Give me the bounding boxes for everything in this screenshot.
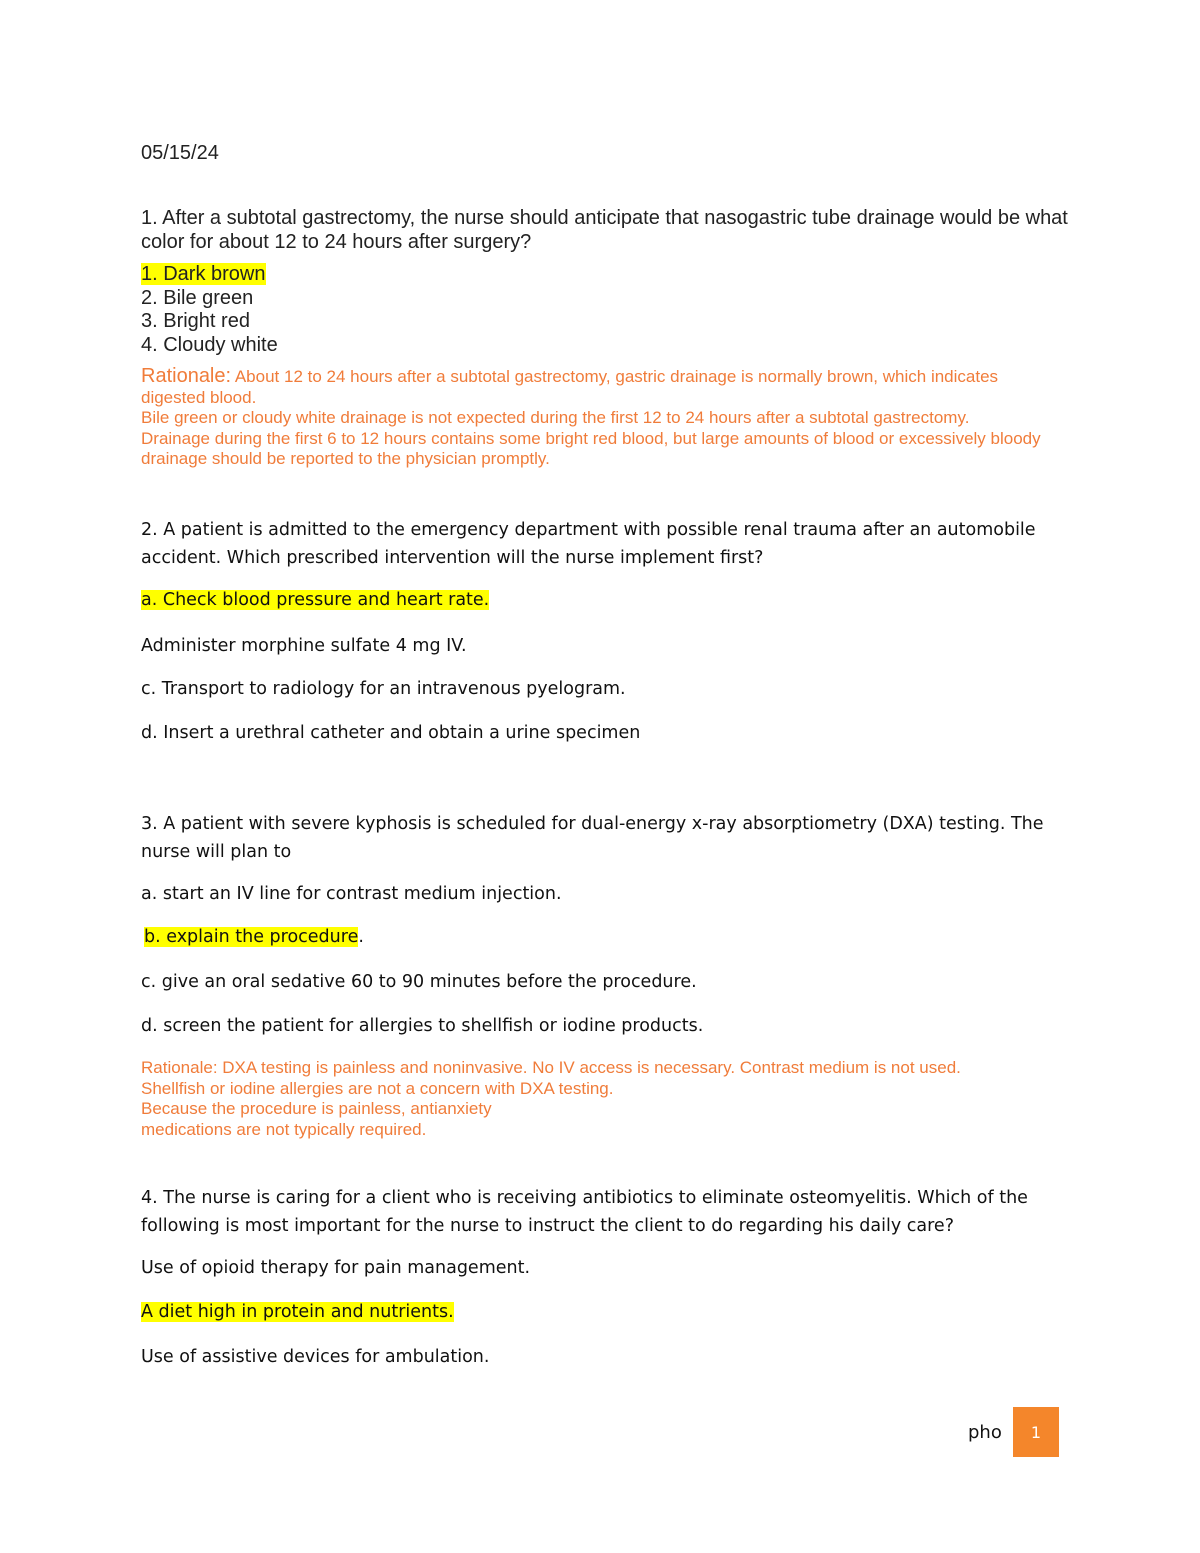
question-1-option-1 (141, 263, 266, 286)
question-1-rationale (141, 366, 1061, 470)
question-2-stem: 2. A patient is admitted to the emergency department with possible renal trauma after an automobile accident. Which prescribed intervention will the nurse implement first? (141, 520, 1036, 568)
rationale-line-1: About 12 to 24 hours after a subtotal gastrectomy, gastric drainage is normally brown, which indicates digested blood. (141, 367, 999, 407)
rationale-line-1: Rationale: DXA testing is painless and noninvasive. No IV access is necessary. Contrast medium is not used. (141, 1058, 961, 1077)
answer-highlight: b. explain the procedure (144, 927, 359, 947)
rationale-line-2: Bile green or cloudy white drainage is not expected during the first 12 to 24 hours after a subtotal gastrectomy. (141, 408, 970, 427)
document-date: 05/15/24 (141, 142, 219, 164)
question-1-stem: 1. After a subtotal gastrectomy, the nurse should anticipate that nasogastric tube drainage would be what color for about 12 to 24 hours after surgery? (141, 207, 1068, 253)
question-2-option-d: d. Insert a urethral catheter and obtain a urine specimen (141, 723, 641, 743)
rationale-line-3: Because the procedure is painless, antianxiety (141, 1099, 492, 1118)
question-4-option-3: Use of assistive devices for ambulation. (141, 1347, 490, 1367)
rationale-label: Rationale: (141, 365, 232, 387)
question-1-option-3: 3. Bright red (141, 310, 250, 332)
answer-highlight: 1. Dark brown (141, 263, 266, 285)
question-2-option-c: c. Transport to radiology for an intravenous pyelogram. (141, 679, 626, 699)
question-3-option-d: d. screen the patient for allergies to shellfish or iodine products. (141, 1016, 704, 1036)
question-3-option-b (144, 927, 364, 947)
question-2-option-a (141, 590, 489, 610)
answer-highlight: a. Check blood pressure and heart rate. (141, 590, 490, 610)
option-period: . (358, 927, 364, 947)
page-number-badge: 1 (1013, 1407, 1059, 1457)
rationale-line-3: Drainage during the first 6 to 12 hours contains some bright red blood, but large amounts of blood or excessively bloody drainage should be reported to the physician promptly. (141, 428, 1041, 468)
question-3-stem: 3. A patient with severe kyphosis is scheduled for dual-energy x-ray absorptiometry (DXA) testing. The nurse will plan to (141, 814, 1044, 862)
question-4-stem: 4. The nurse is caring for a client who is receiving antibiotics to eliminate osteomyelitis. Which of the following is most important for the nurse to instruct the client to do regarding his daily care? (141, 1188, 1028, 1236)
rationale-line-4: medications are not typically required. (141, 1119, 427, 1139)
question-4-option-2 (141, 1302, 454, 1322)
question-3-rationale (141, 1058, 1061, 1140)
question-1-option-4: 4. Cloudy white (141, 334, 278, 356)
question-4-option-1: Use of opioid therapy for pain management. (141, 1258, 531, 1278)
question-1-option-2: 2. Bile green (141, 287, 254, 309)
footer-text: pho (968, 1422, 1002, 1443)
rationale-line-2: Shellfish or iodine allergies are not a concern with DXA testing. (141, 1078, 614, 1098)
answer-highlight: A diet high in protein and nutrients. (141, 1302, 454, 1322)
question-2-option-b: Administer morphine sulfate 4 mg IV. (141, 636, 467, 656)
question-3-option-c: c. give an oral sedative 60 to 90 minutes before the procedure. (141, 972, 697, 992)
question-3-option-a: a. start an IV line for contrast medium injection. (141, 884, 562, 904)
